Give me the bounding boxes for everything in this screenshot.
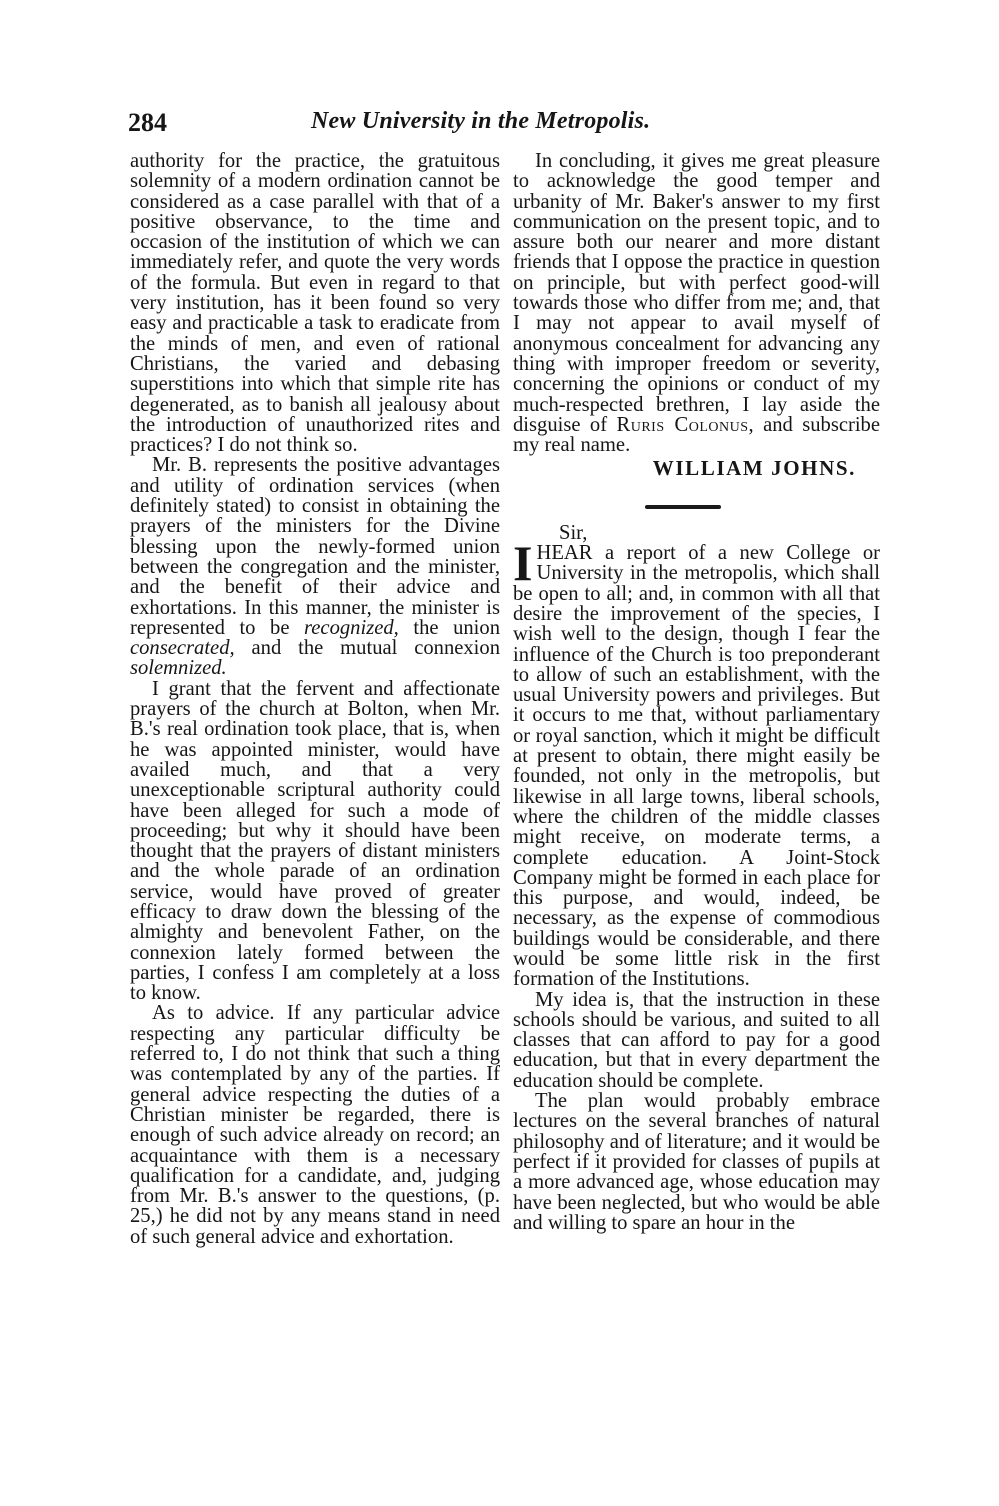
right-paragraph-1: In concluding, it gives me great pleasure to acknowledge the good temper and urbanity of Mr. Baker's answer to my first communication on the present topic, and to assure both our nearer and more distant friends that I oppose the practice in question on principle, but with perfect good-will towards those who differ from me; and, that I may not appear to avail myself of anonymous concealment for advancing any thing with improper freedom or severity, concerning the opinions or conduct of my much-respected brethren, I lay aside the disguise of Ruris Colonus, and subscribe my real name. [513,150,880,457]
salutation: Sir, [559,521,588,544]
running-title: New University in the Metropolis. [311,108,651,134]
left-paragraph-4: As to advice. If any particular advice respecting any particular difficulty be referred to, I do not think that such a thing was contemplated by any of the parties. If general advice respecting the duties of a Christian minister be regarded, there is enough of such advice already on record; an acquaintance with them is a necessary qualification for a candidate, and, judging from Mr. B.'s answer to the questions, (p. 25,) he did not by any means stand in need of such general advice and exhortation. [130,1002,500,1248]
right-paragraph-4: The plan would probably embrace lectures on the several branches of natural philosophy and of literature; and it would be perfect if it provided for classes of pupils at a more advanced age, whose education may have been neglected, but who would be able and willing to spare an hour in the [513,1090,880,1234]
pseudonym: Ruris Colonus [616,413,749,436]
left-paragraph-3: I grant that the fervent and affectionate prayers of the church at Bolton, when Mr. B.'s real ordination took place, that is, when he was appointed minister, would have availed much, and that a very unexceptionable scriptural authority could have been alleged for such a mode of proceeding; but why it should have been thought that the prayers of distant ministers and the whole parade of an ordination service, would have proved of greater efficacy to draw down the blessing of the almighty and benevolent Father, on the connexion lately formed between the parties, I confess I am completely at a loss to know. [130,677,500,1005]
right-paragraph-2: IHEAR a report of a new College or University in the metropolis, which shall be open to all; and, in common with all that desire the improvement of the species, I wish well to the design, though I fear the influence of the Church is too preponderant to allow of such an establishment, with the usual University powers and privileges. But it occurs to me that, without parliamentary or royal sanction, which it might be difficult at present to obtain, there might easily be founded, not only in the metropolis, but likewise in all large towns, liberal schools, where the children of the middle classes might receive, on moderate terms, a complete education. A Joint-Stock Company might be formed in each place for this purpose, and would, indeed, be necessary, as the expense of commodious buildings would be considerable, and there would be some little risk in the first formation of the Institutions. [513,535,880,991]
signature: WILLIAM JOHNS. [652,456,856,481]
left-column [130,151,500,1247]
right-column [513,151,880,1233]
right-paragraph-3: My idea is, that the instruction in these schools should be various, and suited to all classes that can afford to pay for a good education, but that in every department the education should be complete. [513,988,880,1092]
section-divider [645,505,721,509]
left-paragraph-2: Mr. B. represents the positive advantages and utility of ordination services (when definitely stated) to consist in obtaining the prayers of the ministers for the Divine blessing upon the newly-formed union between the congregation and the minister, and the benefit of their advice and exhortations. In this manner, the minister is represented to be recognized, the union consecrated, and the mutual connexion solemnized. [130,454,500,680]
left-paragraph-1: authority for the practice, the gratuitous solemnity of a modern ordination cannot be considered as a case parallel with that of a positive observance, to the time and occasion of the institution of which we can immediately refer, and quote the very words of the formula. But even in regard to that very institution, has it been found so very easy and practicable a task to eradicate from the minds of men, and even of rational Christians, the varied and debasing superstitions into which that simple rite has degenerated, as to banish all jealousy about the introduction of unauthorized rites and practices? I do not think so. [130,150,500,457]
page-header [128,108,888,144]
page-number: 284 [128,108,167,137]
